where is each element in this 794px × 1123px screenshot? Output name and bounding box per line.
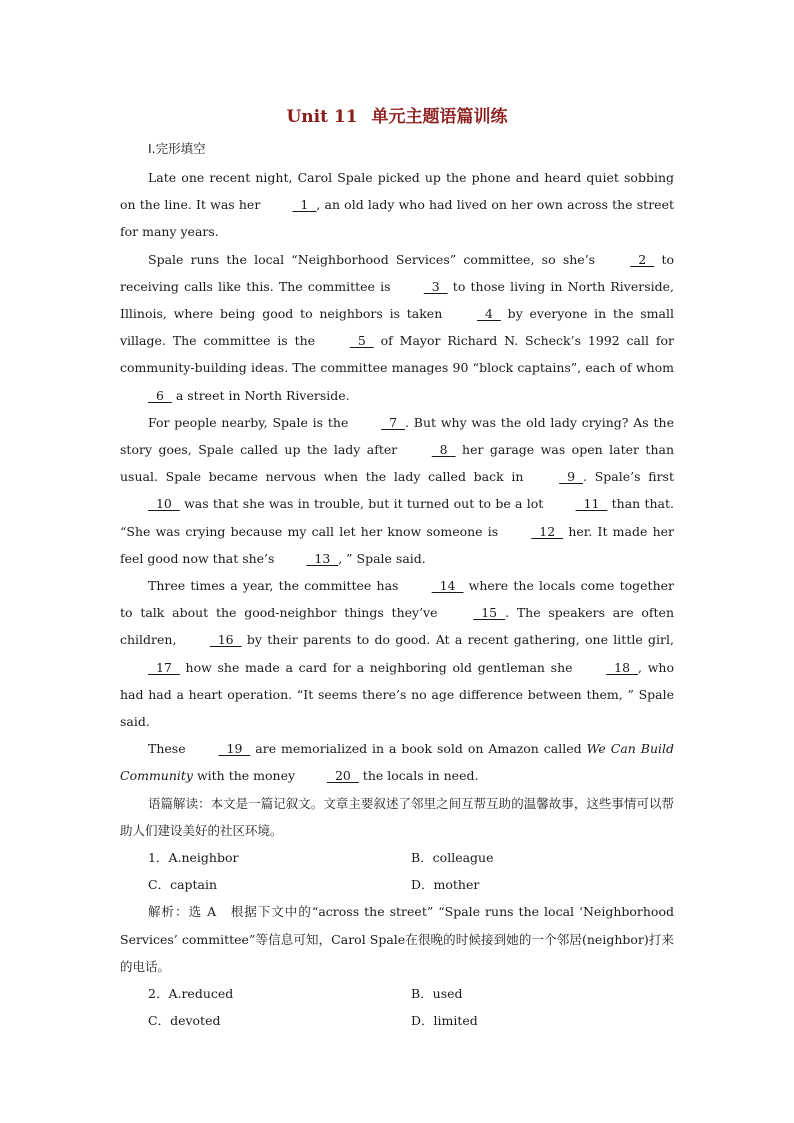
title-unit: Unit 11 <box>286 107 358 127</box>
q1-option-d: D．mother <box>411 877 480 893</box>
page-title <box>120 104 674 130</box>
cloze-blank: 12 <box>531 523 564 539</box>
section-heading: Ⅰ.完形填空 <box>148 141 206 156</box>
cloze-blank: 11 <box>575 496 608 512</box>
q2-option-d: D．limited <box>411 1013 478 1029</box>
passage-paragraph <box>120 409 674 572</box>
document-page <box>120 104 674 1035</box>
passage-text: Late one recent night, Carol Spale picked up the phone and heard quiet sobbing on the line. It was her <box>120 170 674 213</box>
question-2-options-row-1 <box>120 980 674 1007</box>
passage-text: with the money <box>192 768 300 784</box>
passage-paragraph <box>120 572 674 735</box>
passage-text: her. It made her feel good now that she’s <box>120 523 674 566</box>
passage-text: the locals in need. <box>358 768 479 784</box>
q1-option-b: B．colleague <box>411 850 494 866</box>
passage-text: For people nearby, Spale is the <box>148 414 354 430</box>
passage-text: by everyone in the small village. The committee is the <box>120 306 674 349</box>
q1-explanation: 解析：选 A 根据下文中的“across the street” “Spale runs the local ‘Neighborhood Services’ committee”等信息可知，Carol Spale在很晚的时候接到她的一个邻居(neighbor)打来的电话。 <box>120 904 674 974</box>
cloze-blank: 20 <box>327 768 359 784</box>
cloze-blank: 10 <box>148 496 180 512</box>
passage-text: of Mayor Richard N. Scheck’s 1992 call for community-building ideas. The committee manages 90 “block captains”, each of whom <box>120 333 674 376</box>
cloze-blank: 7 <box>381 414 405 430</box>
cloze-blank: 19 <box>218 741 251 757</box>
passage-text: , who had had a heart operation. “It seems there’s no age difference between them, ” Spale said. <box>120 659 674 730</box>
q2-option-b: B．used <box>411 986 463 1002</box>
cloze-blank: 14 <box>431 578 464 594</box>
passage-text: . The speakers are often children, <box>120 605 674 648</box>
passage-text: how she made a card for a neighboring old gentleman she <box>179 659 579 675</box>
q2-option-a: 2．A.reduced <box>148 986 234 1002</box>
cloze-blank: 5 <box>349 333 374 349</box>
passage-text: a street in North Riverside. <box>171 387 350 403</box>
cloze-blank: 13 <box>306 550 339 566</box>
cloze-blank: 18 <box>606 659 639 675</box>
passage-text: Three times a year, the committee has <box>148 578 404 594</box>
question-1-options-row-1 <box>120 844 674 871</box>
passage-paragraph <box>120 735 674 789</box>
title-chinese: 单元主题语篇训练 <box>371 107 508 127</box>
q2-option-c: C．devoted <box>148 1013 221 1029</box>
question-1-options-row-2 <box>120 871 674 898</box>
passage-text: . But why was the old lady crying? As the story goes, Spale called up the lady after <box>120 414 674 458</box>
cloze-blank: 15 <box>473 605 506 621</box>
passage-text: was that she was in trouble, but it turned out to be a lot <box>179 496 548 512</box>
q1-option-a: 1．A.neighbor <box>148 850 239 866</box>
passage-text: These <box>148 741 191 757</box>
cloze-blank: 6 <box>148 387 172 403</box>
passage-text: to those living in North Riverside, Illinois, where being good to neighbors is taken <box>120 278 674 322</box>
passage-text: than that. “She was crying because my call let her know someone is <box>120 496 674 539</box>
cloze-blank: 16 <box>209 632 242 648</box>
cloze-blank: 9 <box>559 469 584 485</box>
book-title: We Can Build Community <box>120 741 674 784</box>
passage-text: her garage was open later than usual. Spale became nervous when the lady called back in <box>120 442 674 485</box>
cloze-blank: 2 <box>630 251 655 267</box>
question-2-options-row-2 <box>120 1007 674 1034</box>
passage-analysis: 语篇解读：本文是一篇记叙文。文章主要叙述了邻里之间互帮互助的温馨故事，这些事情可以帮助人们建设美好的社区环境。 <box>120 795 674 838</box>
cloze-blank: 1 <box>292 197 317 213</box>
passage-text: Spale runs the local “Neighborhood Services” committee, so she’s <box>148 251 603 267</box>
cloze-blank: 3 <box>423 278 448 294</box>
passage-paragraph <box>120 246 674 409</box>
passage-text: where the locals come together to talk about the good-neighbor things they’ve <box>120 578 674 621</box>
passage-text: . Spale’s first <box>583 469 674 485</box>
q1-option-c: C．captain <box>148 877 218 893</box>
passage-text: , ” Spale said. <box>338 550 426 566</box>
cloze-blank: 8 <box>431 442 456 458</box>
passage-text: are memorialized in a book sold on Amazon called <box>250 741 587 757</box>
cloze-blank: 17 <box>148 659 180 675</box>
cloze-blank: 4 <box>477 306 501 322</box>
passage-text: to receiving calls like this. The committee is <box>120 251 674 294</box>
passage-text: , an old lady who had lived on her own across the street for many years. <box>120 197 674 240</box>
passage-paragraph <box>120 164 674 246</box>
cloze-passage <box>120 164 674 790</box>
passage-text: by their parents to do good. At a recent gathering, one little girl, <box>241 632 674 648</box>
